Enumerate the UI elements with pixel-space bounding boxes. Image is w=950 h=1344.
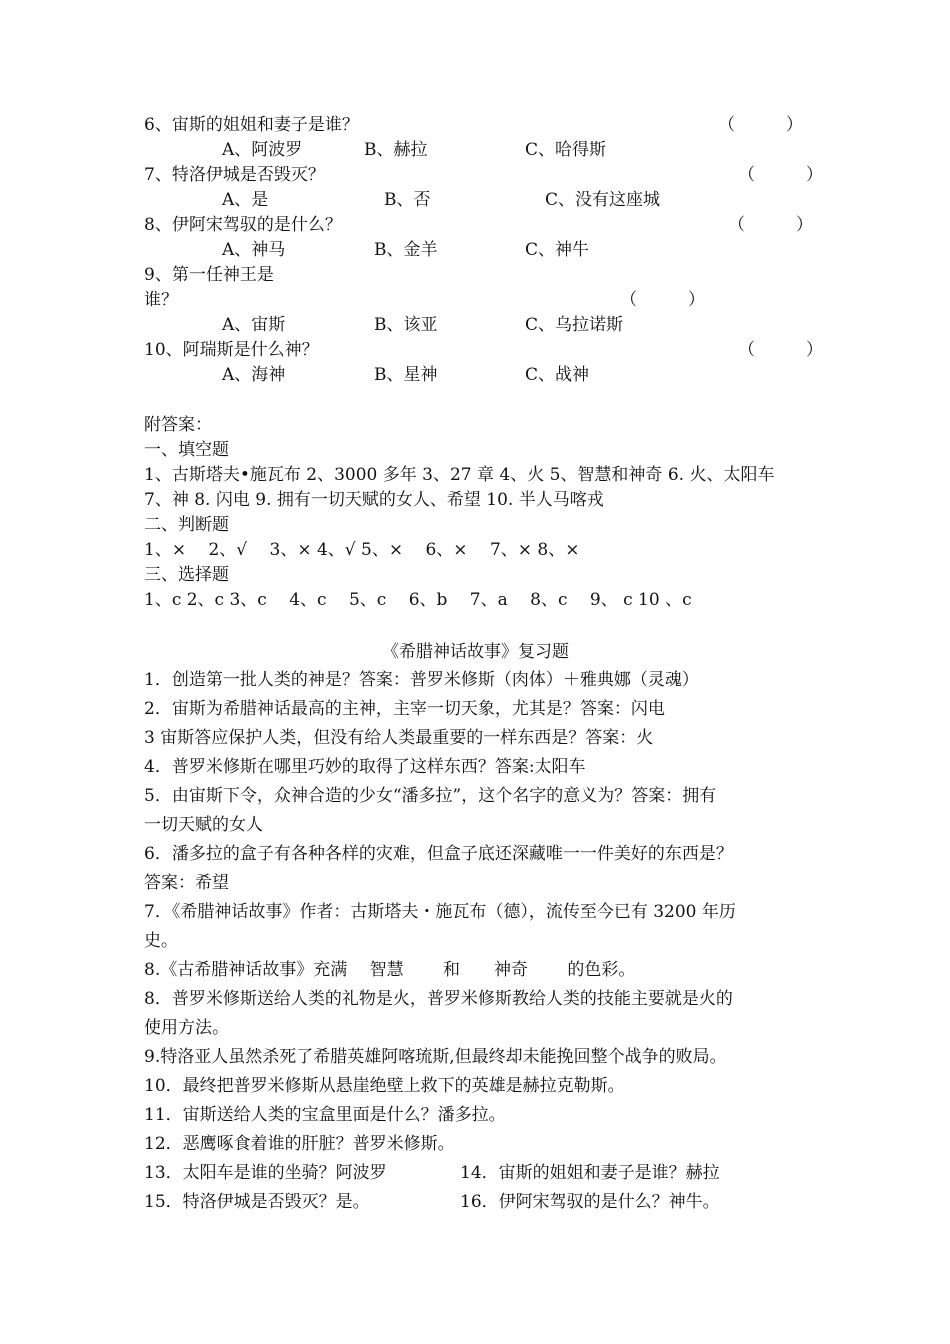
q8-option-a: A、神马 [222,240,286,260]
q10-option-b: B、星神 [374,365,438,385]
review-line-16: 16．伊阿宋驾驭的是什么？神牛。 [460,1192,720,1212]
q7-option-c: C、没有这座城 [545,190,661,210]
fill-blank-answers-2: 7、神 8. 闪电 9. 拥有一切天赋的女人、希望 10. 半人马喀戎 [144,490,604,510]
answer-blank-10: （ ） [738,340,823,360]
answer-blank-6: （ ） [718,115,803,135]
review-line: 6．潘多拉的盒子有各种各样的灾难，但盒子底还深藏唯一一件美好的东西是？ [144,844,733,864]
q6-option-c: C、哈得斯 [525,140,607,160]
q7-option-a: A、是 [222,190,269,210]
review-line: 4．普罗米修斯在哪里巧妙的取得了这样东西？答案:太阳车 [144,757,586,777]
review-line: 答案：希望 [144,873,229,893]
review-line: 8.《古希腊神话故事》充满 智慧 和 神奇 的色彩。 [144,960,636,980]
review-line: 5．由宙斯下令，众神合造的少女“潘多拉”，这个名字的意义为？答案：拥有 [144,786,717,806]
review-line: 7．《希腊神话故事》作者：古斯塔夫・施瓦布（德），流传至今已有 3200 年历 [144,902,736,922]
review-line: 3 宙斯答应保护人类，但没有给人类最重要的一样东西是？答案：火 [144,728,654,748]
q9-option-a: A、宙斯 [222,315,286,335]
q9-option-c: C、乌拉诺斯 [525,315,624,335]
question-6: 6、宙斯的姐姐和妻子是谁？ [144,115,359,135]
answer-blank-9: （ ） [620,290,705,310]
review-title: 《希腊神话故事》复习题 [382,642,569,662]
review-line: 使用方法。 [144,1018,229,1038]
q10-option-c: C、战神 [525,365,590,385]
question-9-cont: 谁？ [144,290,178,310]
q6-option-a: A、阿波罗 [222,140,303,160]
question-7: 7、特洛伊城是否毁灭？ [144,165,325,185]
section-true-false-heading: 二、判断题 [144,515,229,535]
review-line-15: 15．特洛伊城是否毁灭？是。 [144,1192,370,1212]
review-line-14: 14．宙斯的姐姐和妻子是谁？赫拉 [460,1163,720,1183]
answer-blank-8: （ ） [728,215,813,235]
q6-option-b: B、赫拉 [364,140,428,160]
question-8: 8、伊阿宋驾驭的是什么？ [144,215,342,235]
true-false-answers: 1、× 2、√ 3、× 4、√ 5、× 6、× 7、× 8、× [144,540,580,560]
q8-option-c: C、神牛 [525,240,590,260]
section-choice-heading: 三、选择题 [144,565,229,585]
review-line: 8．普罗米修斯送给人类的礼物是火，普罗米修斯教给人类的技能主要就是火的 [144,989,733,1009]
q7-option-b: B、否 [384,190,431,210]
review-line-13: 13．太阳车是谁的坐骑？阿波罗 [144,1163,387,1183]
q8-option-b: B、金羊 [374,240,438,260]
review-line: 一切天赋的女人 [144,815,263,835]
answer-blank-7: （ ） [738,165,823,185]
review-line: 10．最终把普罗米修斯从悬崖绝壁上救下的英雄是赫拉克勒斯。 [144,1076,625,1096]
review-line: 12．恶鹰啄食着谁的肝脏？普罗米修斯。 [144,1134,455,1154]
review-line: 9.特洛亚人虽然杀死了希腊英雄阿喀琉斯,但最终却未能挽回整个战争的败局。 [144,1047,727,1067]
review-line: 史。 [144,931,178,951]
section-fill-blank-heading: 一、填空题 [144,440,229,460]
review-line: 1．创造第一批人类的神是？答案：普罗米修斯（肉体）＋雅典娜（灵魂） [144,670,699,690]
question-9: 9、第一任神王是 [144,265,274,285]
choice-answers: 1、c 2、c 3、c 4、c 5、c 6、b 7、a 8、c 9、 c 10 、c [144,590,692,610]
answers-heading: 附答案： [144,415,212,435]
question-10: 10、阿瑞斯是什么神？ [144,340,319,360]
fill-blank-answers-1: 1、古斯塔夫•施瓦布 2、3000 多年 3、27 章 4、火 5、智慧和神奇 6. 火、太阳车 [144,465,775,485]
q9-option-b: B、该亚 [374,315,438,335]
q10-option-a: A、海神 [222,365,286,385]
review-line: 11．宙斯送给人类的宝盒里面是什么？潘多拉。 [144,1105,506,1125]
review-line: 2．宙斯为希腊神话最高的主神，主宰一切天象，尤其是？答案：闪电 [144,699,665,719]
